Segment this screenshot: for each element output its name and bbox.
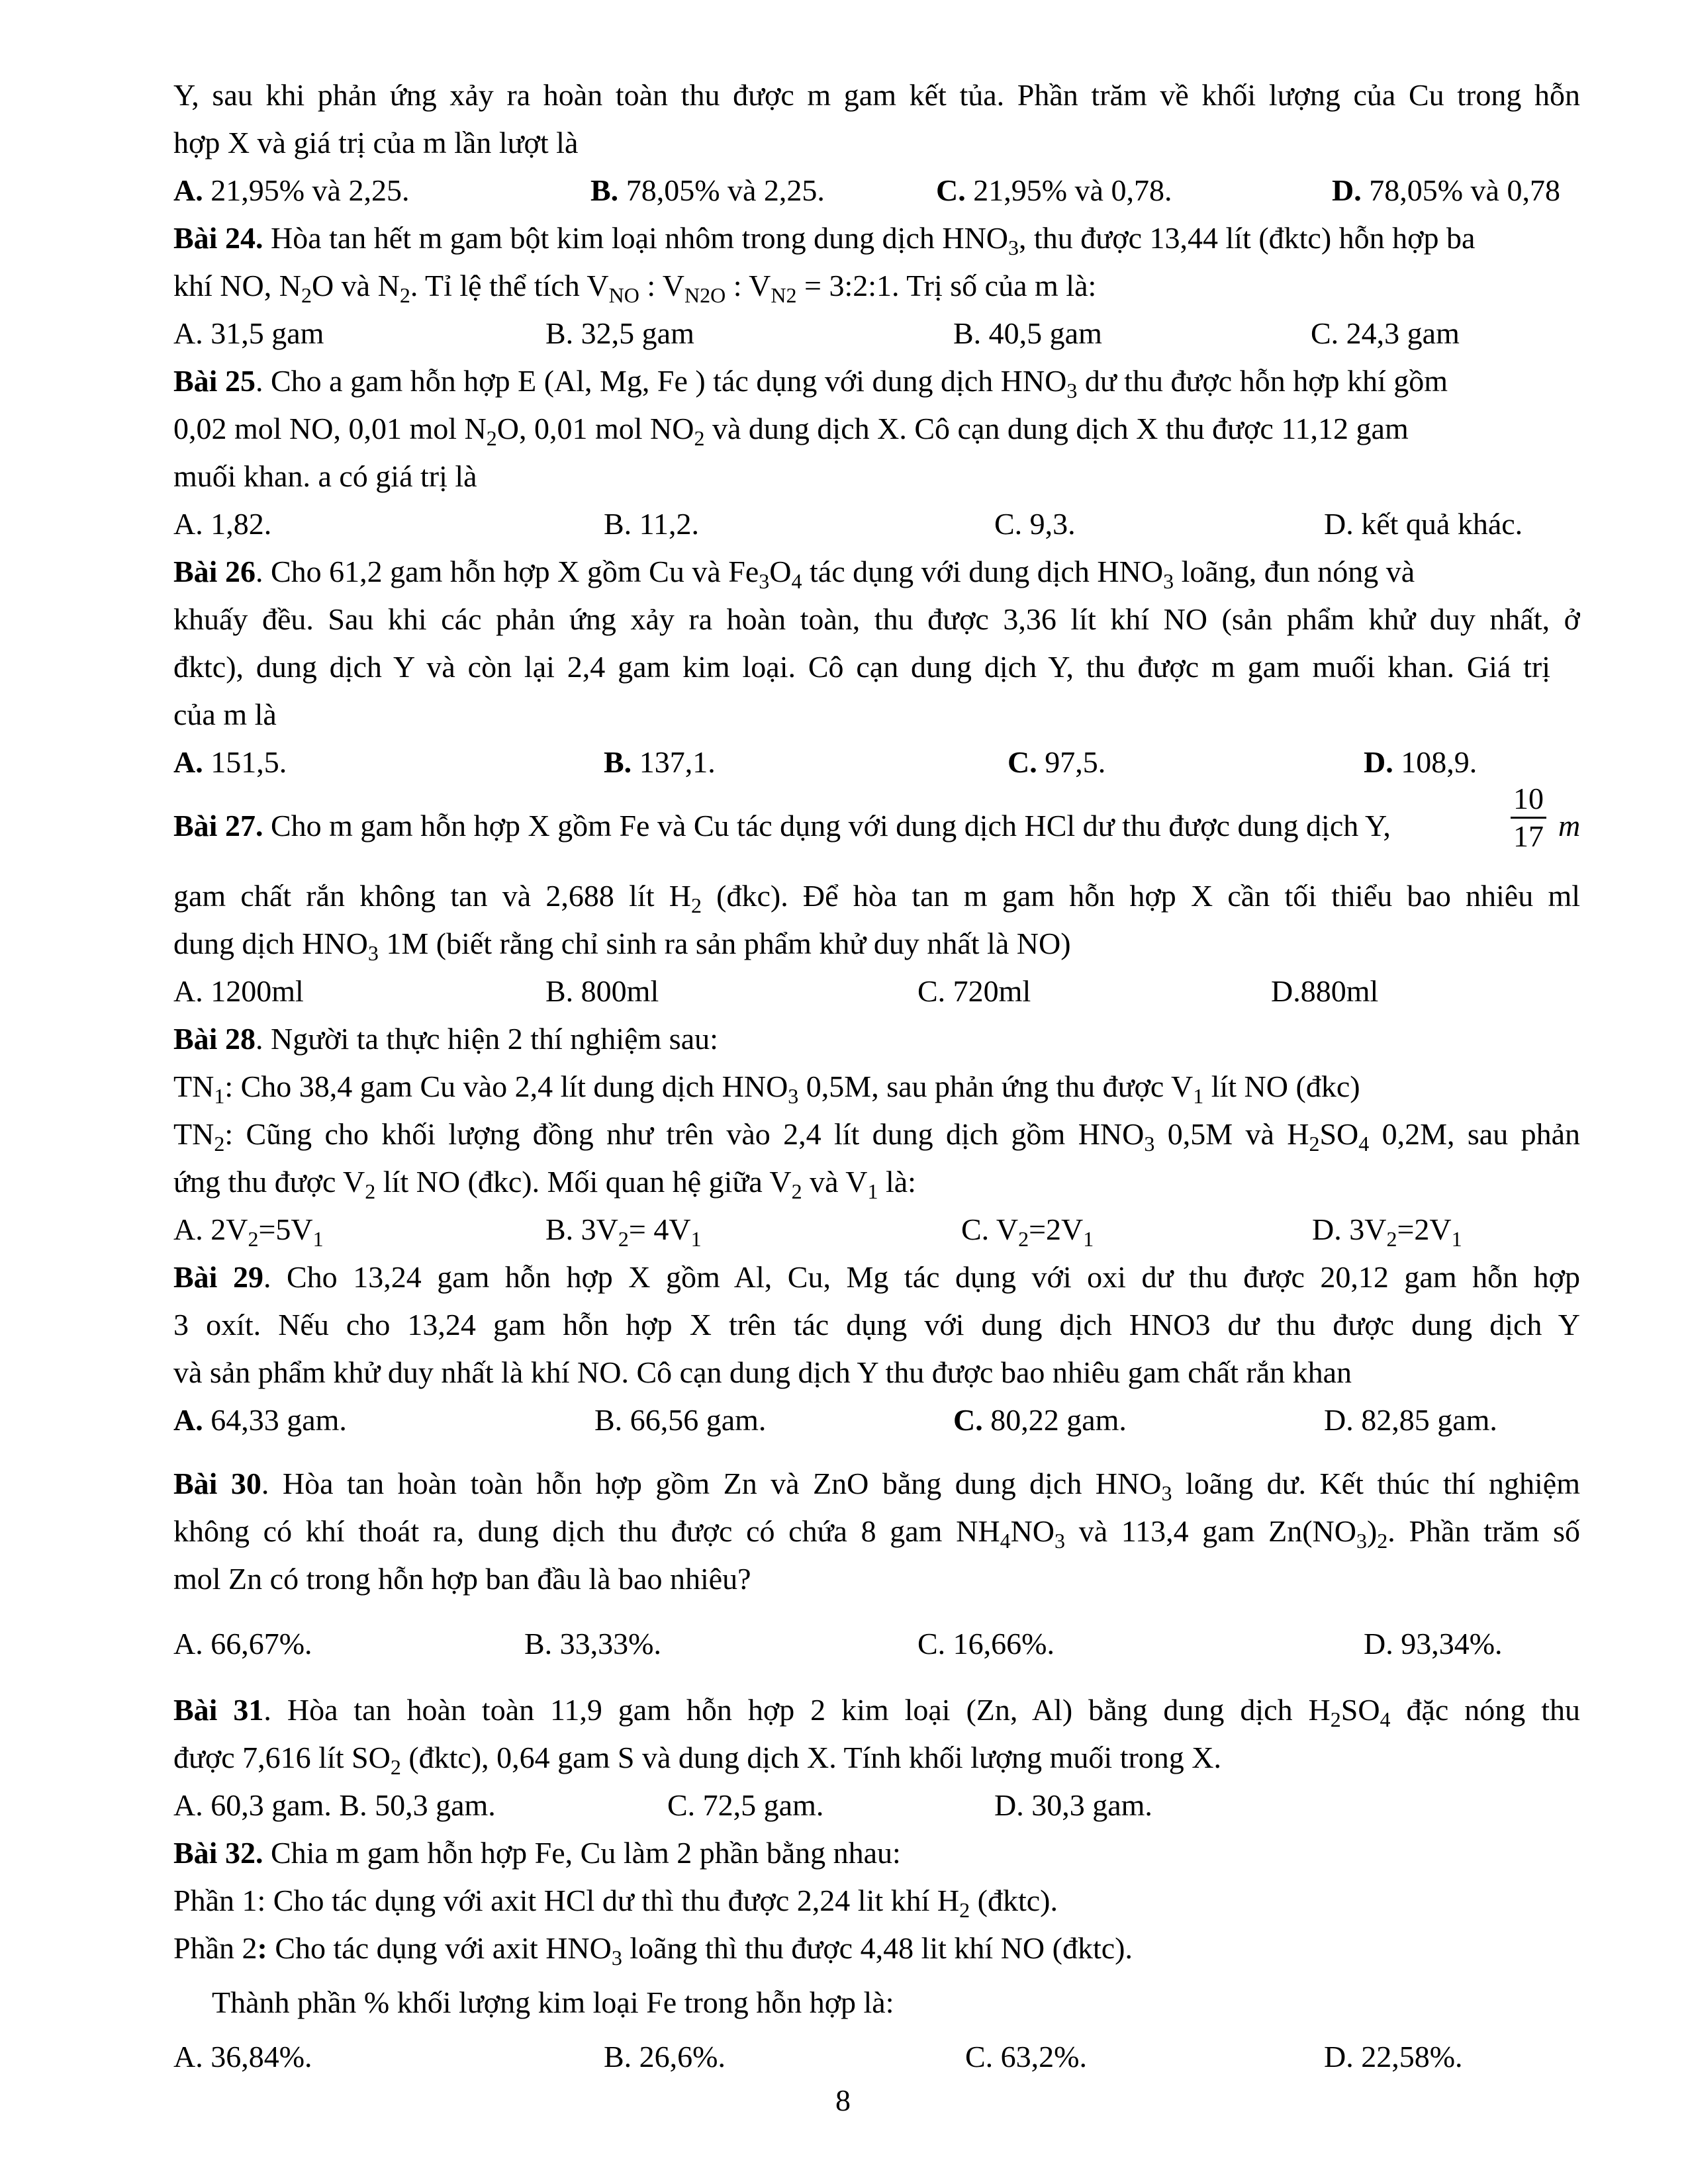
q27-fraction <box>1511 781 1546 854</box>
q31-line-1: Bài 31. Hòa tan hoàn toàn 11,9 gam hỗn hợp 2 kim loại (Zn, Al) bằng dung dịch $H_2SO_4$ đặc nóng thu <box>173 1693 1580 1731</box>
q26-option-b: B. 137,1. <box>604 745 716 779</box>
q26-option-d: D. 108,9. <box>1364 745 1477 779</box>
q23-option-a: A. 21,95% và 2,25. <box>173 173 410 207</box>
q28-tn2: $TN_2$: Cũng cho khối lượng đồng như trên vào 2,4 lít dung dịch gồm $HNO_3$ 0,5M và $H_2SO_4$ 0,2M, sau phản <box>173 1117 1580 1156</box>
q30-option-b: B. 33,33%. <box>524 1627 661 1661</box>
q25-option-a: A. 1,82. <box>173 507 272 541</box>
q30-option-d: D. 93,34%. <box>1364 1627 1503 1661</box>
q27-line-2: gam chất rắn không tan và 2,688 lít $H_2$ (đkc). Để hòa tan m gam hỗn hợp X cần tối thiểu bao nhiêu ml <box>173 879 1580 917</box>
q25-line-3: muối khan. a có giá trị là <box>173 459 477 493</box>
q24-line-1: Bài 24. Hòa tan hết m gam bột kim loại nhôm trong dung dịch $HNO_3$, thu được 13,44 lít (đktc) hỗn hợp ba <box>173 221 1476 259</box>
q25-option-d: D. kết quả khác. <box>1324 507 1523 541</box>
q32-option-b: B. 26,6%. <box>604 2040 726 2073</box>
q24-line-2: khí NO, $N_2O$ và $N_2$. Tỉ lệ thể tích $V_{NO}$ : $V_{N2O}$ : $V_{N2}$ = 3:2:1. Trị số của m là: <box>173 269 1097 307</box>
q27-line-1: Bài 27. Cho m gam hỗn hợp X gồm Fe và Cu tác dụng với dung dịch HCl dư thu được dung dịch Y, <box>173 809 1391 842</box>
q29-option-a: A. 64,33 gam. <box>173 1403 347 1437</box>
q32-line-1: Bài 32. Chia m gam hỗn hợp Fe, Cu làm 2 phần bằng nhau: <box>173 1836 901 1870</box>
q32-part-2: Phần 2: Cho tác dụng với axit $HNO_3$ loãng thì thu được 4,48 lit khí NO (đktc). <box>173 1931 1133 1970</box>
q32-option-a: A. 36,84%. <box>173 2040 312 2073</box>
q27-option-b: B. 800ml <box>545 974 659 1008</box>
q27-option-a: A. 1200ml <box>173 974 304 1008</box>
q23-option-b: B. 78,05% và 2,25. <box>590 173 825 207</box>
q27-line-3: dung dịch $HNO_3$ 1M (biết rằng chỉ sinh ra sản phẩm khử duy nhất là NO) <box>173 927 1071 965</box>
q30-line-3: mol Zn có trong hỗn hợp ban đầu là bao nhiêu? <box>173 1562 751 1596</box>
page-number: 8 <box>835 2083 851 2117</box>
q25-option-c: C. 9,3. <box>994 507 1076 541</box>
q24-option-4: C. 24,3 gam <box>1311 316 1460 350</box>
q27-option-c: C. 720ml <box>917 974 1031 1008</box>
q26-line-3: đktc), dung dịch Y và còn lại 2,4 gam kim loại. Cô cạn dung dịch Y, thu được m gam muối khan. Giá trị <box>173 650 1550 684</box>
q29-line-2: 3 oxít. Nếu cho 13,24 gam hỗn hợp X trên tác dụng với dung dịch HNO3 dư thu được dung dịch Y <box>173 1308 1580 1342</box>
q29-option-c: C. 80,22 gam. <box>953 1403 1127 1437</box>
q26-line-4: của m là <box>173 698 277 731</box>
q30-option-a: A. 66,67%. <box>173 1627 312 1661</box>
fraction-denominator: 17 <box>1513 819 1544 853</box>
q28-line-4: ứng thu được $V_2$ lít NO (đkc). Mối quan hệ giữa $V_2$ và $V_1$ là: <box>173 1165 916 1203</box>
q24-option-2: B. 32,5 gam <box>545 316 694 350</box>
q31-option-ab: A. 60,3 gam. B. 50,3 gam. <box>173 1788 496 1822</box>
q28-option-a: A. $2V_2=5V_1$ <box>173 1212 324 1251</box>
q24-option-1: A. 31,5 gam <box>173 316 324 350</box>
q31-line-2: được 7,616 lít $SO_2$ (đktc), 0,64 gam S và dung dịch X. Tính khối lượng muối trong X. <box>173 1741 1222 1779</box>
q29-option-d: D. 82,85 gam. <box>1324 1403 1497 1437</box>
q23-option-d: D. 78,05% và 0,78 <box>1332 173 1560 207</box>
q30-option-c: C. 16,66%. <box>917 1627 1055 1661</box>
q28-tn1: $TN_1$: Cho 38,4 gam Cu vào 2,4 lít dung dịch $HNO_3$ 0,5M, sau phản ứng thu được $V_1$ lít NO (đkc) <box>173 1069 1360 1108</box>
q30-line-2: không có khí thoát ra, dung dịch thu được có chứa 8 gam $NH_4NO_3$ và 113,4 gam $Zn(NO_3)_2$. Phần trăm số <box>173 1514 1580 1553</box>
q28-option-c: C. $V_2=2V_1$ <box>961 1212 1094 1251</box>
q32-part-1: Phần 1: Cho tác dụng với axit HCl dư thì thu được 2,24 lit khí $H_2$ (đktc). <box>173 1884 1058 1922</box>
q31-option-c: C. 72,5 gam. <box>667 1788 824 1822</box>
q32-option-c: C. 63,2%. <box>965 2040 1087 2073</box>
q28-line-1: Bài 28. Người ta thực hiện 2 thí nghiệm sau: <box>173 1022 718 1056</box>
q25-line-1: Bài 25. Cho a gam hỗn hợp E (Al, Mg, Fe ) tác dụng với dung dịch $HNO_3$ dư thu được hỗn hợp khí gồm <box>173 364 1448 402</box>
fraction-numerator: 10 <box>1511 781 1546 819</box>
q26-option-c: C. 97,5. <box>1008 745 1106 779</box>
q26-line-2: khuấy đều. Sau khi các phản ứng xảy ra hoàn toàn, thu được 3,36 lít khí NO (sản phẩm khử duy nhất, ở <box>173 602 1580 636</box>
q28-option-d: D. $3V_2=2V_1$ <box>1312 1212 1462 1251</box>
q32-option-d: D. 22,58%. <box>1324 2040 1463 2073</box>
q29-line-3: và sản phẩm khử duy nhất là khí NO. Cô cạn dung dịch Y thu được bao nhiêu gam chất rắn khan <box>173 1355 1352 1389</box>
q30-line-1: Bài 30. Hòa tan hoàn toàn hỗn hợp gồm Zn và ZnO bằng dung dịch $HNO_3$ loãng dư. Kết thúc thí nghiệm <box>173 1467 1580 1505</box>
q31-option-d: D. 30,3 gam. <box>994 1788 1152 1822</box>
q27-fraction-variable: m <box>1558 809 1581 842</box>
q29-option-b: B. 66,56 gam. <box>594 1403 767 1437</box>
q26-line-1: Bài 26. Cho 61,2 gam hỗn hợp X gồm Cu và $Fe_3O_4$ tác dụng với dung dịch $HNO_3$ loãng, đun nóng và <box>173 555 1415 593</box>
q27-option-d: D.880ml <box>1271 974 1379 1008</box>
q23-line-1: Y, sau khi phản ứng xảy ra hoàn toàn thu được m gam kết tủa. Phần trăm về khối lượng của Cu trong hỗn <box>173 78 1580 112</box>
q32-line-4: Thành phần % khối lượng kim loại Fe trong hỗn hợp là: <box>212 1985 894 2019</box>
q24-option-3: B. 40,5 gam <box>953 316 1102 350</box>
q29-line-1: Bài 29. Cho 13,24 gam hỗn hợp X gồm Al, Cu, Mg tác dụng với oxi dư thu được 20,12 gam hỗn hợp <box>173 1260 1580 1294</box>
q26-option-a: A. 151,5. <box>173 745 287 779</box>
q25-line-2: 0,02 mol NO, 0,01 mol $N_2O$, 0,01 mol $NO_2$ và dung dịch X. Cô cạn dung dịch X thu được 11,12 gam <box>173 412 1409 450</box>
q23-line-2: hợp X và giá trị của m lần lượt là <box>173 126 579 159</box>
q23-option-c: C. 21,95% và 0,78. <box>936 173 1172 207</box>
q25-option-b: B. 11,2. <box>604 507 699 541</box>
q28-option-b: B. $3V_2= 4V_1$ <box>545 1212 702 1251</box>
